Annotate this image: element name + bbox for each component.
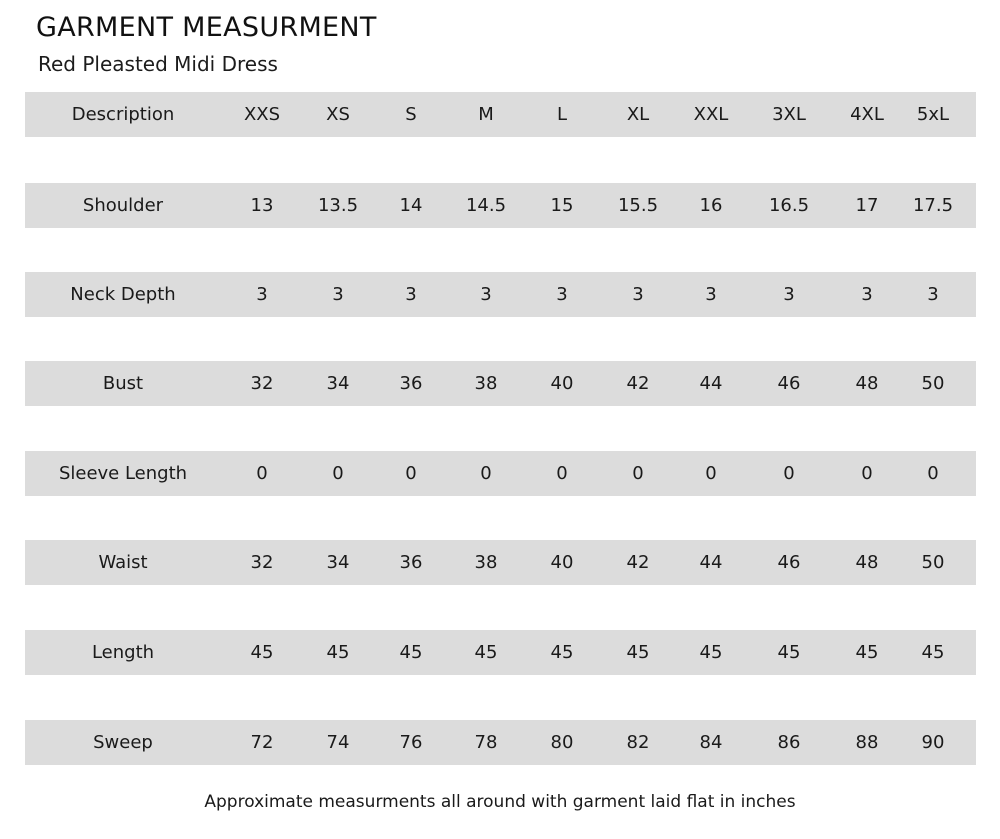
table-cell: 46 <box>777 373 801 394</box>
table-cell: 34 <box>326 552 350 573</box>
table-cell: 45 <box>699 642 723 663</box>
table-cell: 16.5 <box>768 195 810 216</box>
table-cell: 88 <box>855 732 879 753</box>
row-label: Sweep <box>93 732 153 753</box>
header-size: XL <box>626 104 650 125</box>
table-cell: 42 <box>626 373 650 394</box>
table-row-waist <box>25 540 976 585</box>
table-cell: 36 <box>399 552 423 573</box>
table-cell: 13.5 <box>317 195 359 216</box>
table-header-row <box>25 92 976 137</box>
header-size: M <box>478 104 494 125</box>
measurement-note: Approximate measurments all around with garment laid flat in inches <box>204 792 796 812</box>
table-cell: 0 <box>783 463 795 484</box>
table-cell: 0 <box>556 463 568 484</box>
header-size: S <box>405 104 417 125</box>
table-cell: 40 <box>550 552 574 573</box>
table-cell: 78 <box>474 732 498 753</box>
table-cell: 45 <box>855 642 879 663</box>
table-cell: 0 <box>927 463 939 484</box>
table-cell: 90 <box>921 732 945 753</box>
table-cell: 15.5 <box>617 195 659 216</box>
table-cell: 50 <box>921 552 945 573</box>
header-size: 5xL <box>916 104 950 125</box>
table-cell: 45 <box>921 642 945 663</box>
row-label: Neck Depth <box>70 284 176 305</box>
table-cell: 86 <box>777 732 801 753</box>
table-cell: 0 <box>632 463 644 484</box>
header-size: XS <box>326 104 350 125</box>
table-cell: 45 <box>626 642 650 663</box>
table-cell: 15 <box>550 195 574 216</box>
table-cell: 45 <box>250 642 274 663</box>
table-row-neck-depth <box>25 272 976 317</box>
table-cell: 14.5 <box>465 195 507 216</box>
table-cell: 32 <box>250 373 274 394</box>
row-label: Bust <box>102 373 144 394</box>
page-title: GARMENT MEASURMENT <box>36 12 377 43</box>
table-cell: 45 <box>550 642 574 663</box>
table-cell: 16 <box>699 195 723 216</box>
row-label: Shoulder <box>82 195 164 216</box>
table-cell: 0 <box>861 463 873 484</box>
table-cell: 3 <box>861 284 873 305</box>
table-cell: 3 <box>556 284 568 305</box>
table-cell: 48 <box>855 373 879 394</box>
table-cell: 38 <box>474 552 498 573</box>
table-cell: 80 <box>550 732 574 753</box>
row-label: Sleeve Length <box>58 463 188 484</box>
table-cell: 3 <box>927 284 939 305</box>
table-row-bust <box>25 361 976 406</box>
table-cell: 38 <box>474 373 498 394</box>
table-row-shoulder <box>25 183 976 228</box>
table-cell: 17.5 <box>912 195 954 216</box>
table-cell: 0 <box>405 463 417 484</box>
table-cell: 44 <box>699 552 723 573</box>
table-cell: 45 <box>399 642 423 663</box>
table-cell: 0 <box>256 463 268 484</box>
table-cell: 50 <box>921 373 945 394</box>
table-row-sweep <box>25 720 976 765</box>
row-label: Waist <box>98 552 148 573</box>
table-cell: 0 <box>480 463 492 484</box>
table-cell: 3 <box>405 284 417 305</box>
table-cell: 44 <box>699 373 723 394</box>
table-cell: 46 <box>777 552 801 573</box>
table-cell: 3 <box>632 284 644 305</box>
header-size: 3XL <box>772 104 806 125</box>
table-cell: 34 <box>326 373 350 394</box>
table-cell: 0 <box>332 463 344 484</box>
table-row-sleeve-length <box>25 451 976 496</box>
header-label: Description <box>71 104 175 125</box>
table-cell: 3 <box>332 284 344 305</box>
table-cell: 3 <box>705 284 717 305</box>
table-cell: 32 <box>250 552 274 573</box>
table-cell: 74 <box>326 732 350 753</box>
table-cell: 45 <box>326 642 350 663</box>
header-size: XXL <box>693 104 729 125</box>
table-cell: 36 <box>399 373 423 394</box>
table-cell: 40 <box>550 373 574 394</box>
table-cell: 72 <box>250 732 274 753</box>
table-cell: 3 <box>480 284 492 305</box>
table-cell: 0 <box>705 463 717 484</box>
table-cell: 84 <box>699 732 723 753</box>
table-cell: 45 <box>474 642 498 663</box>
header-size: 4XL <box>850 104 884 125</box>
table-cell: 3 <box>783 284 795 305</box>
table-row-length <box>25 630 976 675</box>
table-cell: 76 <box>399 732 423 753</box>
table-cell: 13 <box>250 195 274 216</box>
table-cell: 17 <box>855 195 879 216</box>
table-cell: 45 <box>777 642 801 663</box>
table-cell: 14 <box>399 195 423 216</box>
header-size: L <box>556 104 568 125</box>
table-cell: 82 <box>626 732 650 753</box>
table-cell: 48 <box>855 552 879 573</box>
table-cell: 3 <box>256 284 268 305</box>
product-name: Red Pleasted Midi Dress <box>38 52 278 76</box>
table-cell: 42 <box>626 552 650 573</box>
row-label: Length <box>91 642 155 663</box>
header-size: XXS <box>243 104 281 125</box>
